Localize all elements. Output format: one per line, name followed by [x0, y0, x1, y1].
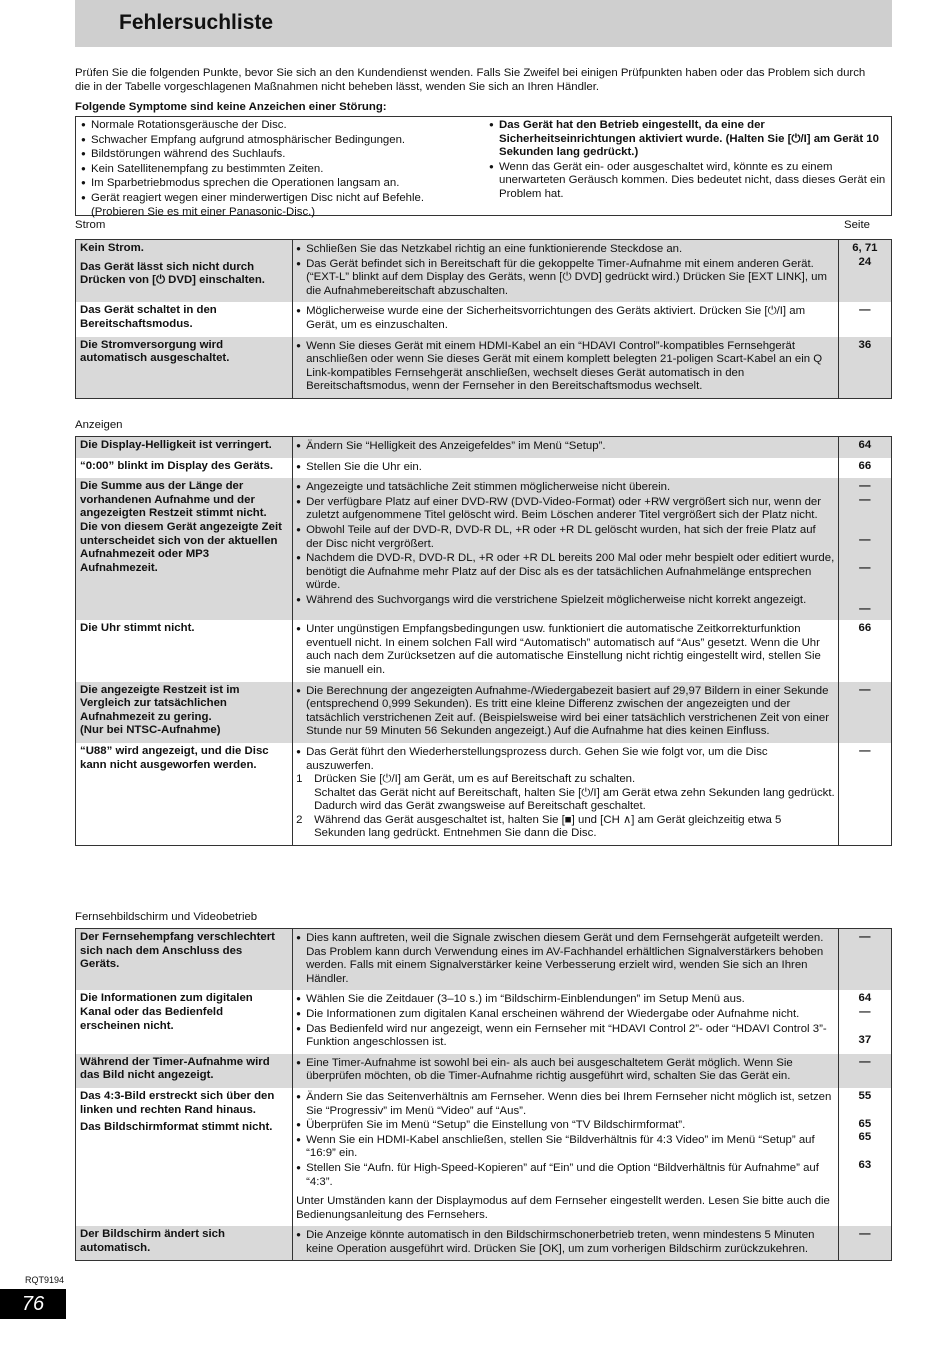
symptoms-box — [75, 116, 892, 216]
symptom-text: “U88” wird angezeigt, und die Disc kann nicht ausgeworfen werden. — [80, 744, 269, 771]
symptom-text: Die Display-Helligkeit ist verringert. — [80, 439, 272, 451]
remedy-cell — [293, 620, 839, 681]
page-ref: 37 — [858, 1033, 872, 1046]
symptom-text: Die angezeigte Restzeit ist im Vergleich zur tatsächlichen Aufnahmezeit zu gering. — [80, 683, 240, 723]
remedy-cell — [293, 478, 839, 620]
step-text: Schaltet das Gerät nicht auf Bereitschaft, halten Sie [⏻/I] am Gerät etwa zehn Sekunden lang gedrückt. Dadurch wird das Gerät zwangsweise auf Bereitschaft geschaltet. — [314, 786, 835, 813]
table-strom — [75, 239, 892, 399]
symptom-text: Die von diesem Gerät angezeigte Zeit unterscheidet sich von der aktuellen Aufnahmezeit oder MP3 Aufnahmezeit. — [80, 520, 282, 574]
page-ref: 64 — [858, 992, 872, 1005]
remedy-item: ● Nachdem die DVD-R, DVD-R DL, +R oder +R DL bereits 200 Mal oder mehr bespielt oder editiert wurde, benötigt die Aufnahme mehr Platz auf der Disc als es der tatsächlichen Aufnahmelänge entsprechen würde. — [296, 551, 835, 593]
symptom-text: Während der Timer-Aufnahme wird das Bild nicht angezeigt. — [80, 1055, 270, 1082]
remedy-item: ● Das Gerät führt den Wiederherstellungsprozess durch. Gehen Sie wie folgt vor, um die Disc auszuwerfen. — [296, 745, 835, 773]
symptom-item: ● Im Sparbetriebmodus sprechen die Operationen langsam an. — [81, 176, 476, 191]
page-ref: 65 — [858, 1117, 872, 1130]
symptom-cell — [76, 1054, 293, 1088]
remedy-cell — [293, 1088, 839, 1226]
page-ref: — — [859, 1228, 871, 1241]
remedy-item: ● Eine Timer-Aufnahme ist sowohl bei ein- als auch bei ausgeschaltetem Gerät möglich. Wenn Sie überprüfen möchten, ob die Timer-Aufnahme richtig ausgeführt wird, schalten Sie das Gerät ein. — [296, 1056, 835, 1084]
symptom-cell — [76, 990, 293, 1053]
remedy-item: ● Überprüfen Sie im Menü “Setup” die Einstellung von “TV Bildschirmformat”. — [296, 1118, 835, 1133]
symptom-cell — [76, 458, 293, 479]
table-row — [76, 1054, 892, 1088]
page-title: Fehlersuchliste — [119, 11, 274, 34]
page-column-label: Seite — [844, 219, 870, 231]
symptom-item: ● Schwacher Empfang aufgrund atmosphärischer Bedingungen. — [81, 133, 476, 148]
step-item — [296, 773, 835, 814]
remedy-cell — [293, 240, 839, 303]
table-row — [76, 302, 892, 336]
section-title-fernsehen: Fernsehbildschirm und Videobetrieb — [75, 911, 258, 923]
table-row — [76, 458, 892, 479]
page-ref: 36 — [858, 338, 872, 351]
symptom-text: Die Uhr stimmt nicht. — [80, 622, 195, 635]
page-ref: 65 — [858, 1131, 872, 1144]
page-cell — [838, 743, 891, 846]
symptom-cell — [76, 437, 293, 458]
remedy-item: ● Wenn Sie ein HDMI-Kabel anschließen, stellen Sie “Bildverhältnis für 4:3 Video” im Menü “Setup” auf “16:9” ein. — [296, 1133, 835, 1161]
page-cell — [838, 302, 891, 336]
remedy-item: ● Wenn Sie dieses Gerät mit einem HDMI-Kabel an ein “HDAVI Control”-kompatibles Fernsehgerät anschließen oder wenn Sie dieses Gerät mit einem komplett belegten 21-poligen Scart-Kabel an ein Q Link-kompatibles Fernsehgerät anschließen, wechselt dieses Gerät automatisch in den Bereitschaftsmodus, wenn der Fernseher in den Bereitschaftsmodus wechselt. — [296, 339, 835, 394]
section-title-strom: Strom — [75, 219, 106, 231]
page-cell — [838, 620, 891, 681]
table-row — [76, 1226, 892, 1261]
page-ref: — — [859, 480, 871, 493]
symptom-cell — [76, 478, 293, 620]
remedy-cell — [293, 990, 839, 1053]
remedy-item: ● Die Berechnung der angezeigten Aufnahme-/Wiedergabezeit basiert auf 29,97 Bildern in einer Sekunde (entsprechend 0,999 Sekunden). Es tritt eine kleine Differenz zwischen der angezeigten und der tatsächlich verstrichenen Zeit auf. (Beispielsweise wird bei einer tatsächlich verstrichenen Zeit von einer Stunde nur 59 Minuten 56 Sekunden angezeigt.) Auf die Aufnahme hat dies keinen Einfluss. — [296, 684, 835, 739]
remedy-note: Unter Umständen kann der Displaymodus auf dem Fernseher eingestellt werden. Lesen Sie bitte auch die Bedienungsanleitung des Fernsehers. — [296, 1195, 830, 1221]
remedy-cell — [293, 1226, 839, 1261]
intro-text: Prüfen Sie die folgenden Punkte, bevor Sie sich an den Kundendienst wenden. Falls Sie Zweifel bei einigen Prüfpunkten haben oder das Problem sich durch die in der Tabelle vorgeschlagenen Maßnahmen nicht beheben lässt, wenden Sie sich an Ihren Händler. — [75, 67, 866, 93]
table-row — [76, 1088, 892, 1226]
remedy-item: ● Obwohl Teile auf der DVD-R, DVD-R DL, +R oder +R DL gelöscht wurden, hat sich der freie Platz auf der Disc nicht vergrößert. — [296, 523, 835, 551]
page-ref: 64 — [858, 439, 872, 451]
symptom-cell — [76, 1226, 293, 1261]
title-bar — [75, 0, 892, 47]
symptom-text: Das Gerät schaltet in den Bereitschaftsmodus. — [80, 304, 217, 330]
page-ref: — — [859, 602, 871, 615]
page-ref: — — [859, 1055, 871, 1068]
step-number: 1 — [296, 773, 303, 786]
symptom-cell — [76, 682, 293, 743]
table-row — [76, 337, 892, 399]
symptoms-right-column — [489, 118, 887, 202]
remedy-item: ● Die Anzeige könnte automatisch in den Bildschirmschonerbetrieb treten, wenn mindestens 5 Minuten keine Operation ausgeführt wird. Drücken Sie [OK], um zum vorherigen Bildschirm zurückzukehren. — [296, 1228, 835, 1256]
table-row — [76, 478, 892, 620]
page-cell — [838, 682, 891, 743]
symptom-text: Kein Strom. — [80, 242, 144, 254]
page-cell — [838, 437, 891, 458]
page-cell — [838, 478, 891, 620]
page-cell — [838, 337, 891, 399]
symptom-item: ● Bildstörungen während des Suchlaufs. — [81, 147, 476, 162]
remedy-cell — [293, 682, 839, 743]
symptom-text: Der Bildschirm ändert sich automatisch. — [80, 1228, 225, 1254]
symptom-text: Der Fernsehempfang verschlechtert sich nach dem Anschluss des Geräts. — [80, 931, 275, 971]
remedy-item: ● Ändern Sie das Seitenverhältnis am Fernseher. Wenn dies bei Ihrem Fernseher nicht möglich ist, setzen Sie “Progressiv” im Menü “Video” auf “Aus”. — [296, 1090, 835, 1118]
page-ref: — — [859, 1005, 871, 1018]
page-ref: — — [859, 683, 871, 696]
table-row — [76, 743, 892, 846]
page-ref: 63 — [858, 1158, 872, 1171]
symptom-text: Die Summe aus der Länge der vorhandenen Aufnahme und der angezeigten Restzeit stimmt nicht. — [80, 480, 267, 520]
remedy-item: ● Dies kann auftreten, weil die Signale zwischen diesem Gerät und dem Fernsehgerät aufgeteilt werden. Das Problem kann durch Verwendung eines im AV-Fachhandel erhältlichen Signalverstärkers behoben werden. Falls mit einem Signalverstärker keine Verbesserung erzielt wird, wenden Sie sich an Ihren Händler. — [296, 931, 835, 986]
page-ref: — — [859, 534, 871, 547]
remedy-item: ● Das Bedienfeld wird nur angezeigt, wenn ein Fernseher mit “HDAVI Control 2”- oder “HDAVI Control 3”-Funktion angeschlossen ist. — [296, 1022, 835, 1050]
page-cell — [838, 458, 891, 479]
page-cell — [838, 1054, 891, 1088]
remedy-cell — [293, 337, 839, 399]
symptom-text: Das Gerät lässt sich nicht durch Drücken von [⏻ DVD] einschalten. — [80, 260, 265, 287]
table-row — [76, 929, 892, 991]
page-cell — [838, 240, 891, 303]
section-title-anzeigen: Anzeigen — [75, 419, 123, 431]
page-ref: — — [859, 931, 871, 943]
table-row — [76, 437, 892, 458]
symptom-item: ● Normale Rotationsgeräusche der Disc. — [81, 118, 476, 133]
symptom-item: ● Das Gerät hat den Betrieb eingestellt, da eine der Sicherheitseinrichtungen aktiviert wurde. (Halten Sie [⏻/I] am Gerät 10 Sekunden lang gedrückt.) — [489, 118, 887, 160]
page-ref: — — [859, 561, 871, 574]
page-cell — [838, 990, 891, 1053]
remedy-cell — [293, 743, 839, 846]
remedy-cell — [293, 437, 839, 458]
step-text: Drücken Sie [⏻/I] am Gerät, um es auf Bereitschaft zu schalten. — [314, 773, 636, 786]
page-cell — [838, 1226, 891, 1261]
remedy-item: ● Wählen Sie die Zeitdauer (3–10 s.) im “Bildschirm-Einblendungen” im Setup Menü aus. — [296, 992, 835, 1007]
remedy-item: ● Die Informationen zum digitalen Kanal erscheinen während der Wiedergabe oder Aufnahme nicht. — [296, 1007, 835, 1022]
symptom-text: “0:00” blinkt im Display des Geräts. — [80, 459, 274, 472]
symptom-cell — [76, 620, 293, 681]
symptom-item: ● Wenn das Gerät ein- oder ausgeschaltet wird, könnte es zu einem unerwarteten Geräusch kommen. Dies bedeutet nicht, dass dieses Gerät ein Problem hat. — [489, 160, 887, 202]
table-row — [76, 682, 892, 743]
remedy-item: ● Stellen Sie die Uhr ein. — [296, 460, 835, 475]
table-row — [76, 620, 892, 681]
remedy-item: ● Möglicherweise wurde eine der Sicherheitsvorrichtungen des Geräts aktiviert. Drücken Sie [⏻/I] am Gerät, um es einzuschalten. — [296, 304, 835, 332]
remedy-item: ● Ändern Sie “Helligkeit des Anzeigefeldes” im Menü “Setup”. — [296, 439, 835, 454]
page-ref: 55 — [858, 1089, 872, 1102]
symptom-text: Das Bildschirmformat stimmt nicht. — [80, 1121, 273, 1134]
page-ref: — — [859, 744, 871, 757]
symptom-cell — [76, 302, 293, 336]
remedy-cell — [293, 1054, 839, 1088]
symptoms-left-column — [81, 118, 476, 219]
remedy-cell — [293, 302, 839, 336]
table-fernsehen — [75, 928, 892, 1261]
table-anzeigen — [75, 436, 892, 846]
remedy-item: ● Das Gerät befindet sich in Bereitschaft für die gekoppelte Timer-Aufnahme mit einem anderen Gerät. (“EXT-L” blinkt auf dem Display des Geräts, wenn [⏻ DVD] gedrückt wird.) Drücken Sie [EXT LINK], um die Aufnahmebereitschaft abzuschalten. — [296, 257, 835, 299]
remedy-item: ● Stellen Sie “Aufn. für High-Speed-Kopieren” auf “Ein” und die Option “Bildverhältnis für Aufnahme” auf “4:3”. — [296, 1161, 835, 1189]
symptom-item: ● Kein Satellitenempfang zu bestimmten Zeiten. — [81, 162, 476, 177]
page-ref: — — [859, 304, 871, 317]
symptom-item: ● Gerät reagiert wegen einer minderwertigen Disc nicht auf Befehle. (Probieren Sie es mit einer Panasonic-Disc.) — [81, 191, 476, 219]
page-ref: 24 — [858, 255, 872, 268]
page-ref: 66 — [858, 622, 872, 635]
symptom-text: Die Informationen zum digitalen Kanal oder das Bedienfeld erscheinen nicht. — [80, 992, 253, 1032]
table-row — [76, 240, 892, 303]
remedy-cell — [293, 458, 839, 479]
symptoms-heading: Folgende Symptome sind keine Anzeichen einer Störung: — [75, 101, 387, 113]
symptom-text: Die Stromversorgung wird automatisch ausgeschaltet. — [80, 338, 230, 365]
page-ref: 6, 71 — [852, 242, 878, 254]
symptom-cell — [76, 1088, 293, 1226]
page-number: 76 — [0, 1289, 66, 1319]
symptom-cell — [76, 929, 293, 991]
table-row — [76, 990, 892, 1053]
page-cell — [838, 1088, 891, 1226]
remedy-item: ● Unter ungünstigen Empfangsbedingungen usw. funktioniert die automatische Zeitkorrekturfunktion eventuell nicht. In einem solchen Fall wird “Automatisch” automatisch auf “Aus” gesetzt. Wenn die Uhr auch nach dem Zurücksetzen auf die automatische Einstellung nicht richtig eingestellt wird, stellen Sie sie manuell ein. — [296, 622, 835, 677]
document-code: RQT9194 — [25, 1275, 65, 1285]
step-number: 2 — [296, 813, 303, 826]
symptom-cell — [76, 743, 293, 846]
page-ref: — — [859, 493, 871, 506]
step-text: Während das Gerät ausgeschaltet ist, halten Sie [■] und [CH ∧] am Gerät gleichzeitig etwa 5 Sekunden lang gedrückt. Entnehmen Sie dann die Disc. — [314, 813, 782, 840]
symptom-text: (Nur bei NTSC-Aufnahme) — [80, 724, 221, 737]
remedy-item: ● Schließen Sie das Netzkabel richtig an eine funktionierende Steckdose an. — [296, 242, 835, 257]
remedy-item: ● Der verfügbare Platz auf einer DVD-RW (DVD-Video-Format) oder +RW vergrößert sich nur, wenn der zuletzt aufgenommene Titel gelöscht wird. Beim Löschen anderer Titel vergrößert sich der Platz nicht. — [296, 495, 835, 523]
symptom-cell — [76, 337, 293, 399]
step-item — [296, 814, 835, 841]
symptom-cell — [76, 240, 293, 303]
remedy-cell — [293, 929, 839, 991]
remedy-item: ● Angezeigte und tatsächliche Zeit stimmen möglicherweise nicht überein. — [296, 480, 835, 495]
page-ref: 66 — [858, 459, 872, 472]
remedy-item: ● Während des Suchvorgangs wird die verstrichene Spielzeit möglicherweise nicht korrekt angezeigt. — [296, 593, 835, 608]
symptom-text: Das 4:3-Bild erstreckt sich über den linken und rechten Rand hinaus. — [80, 1089, 275, 1116]
page-cell — [838, 929, 891, 991]
